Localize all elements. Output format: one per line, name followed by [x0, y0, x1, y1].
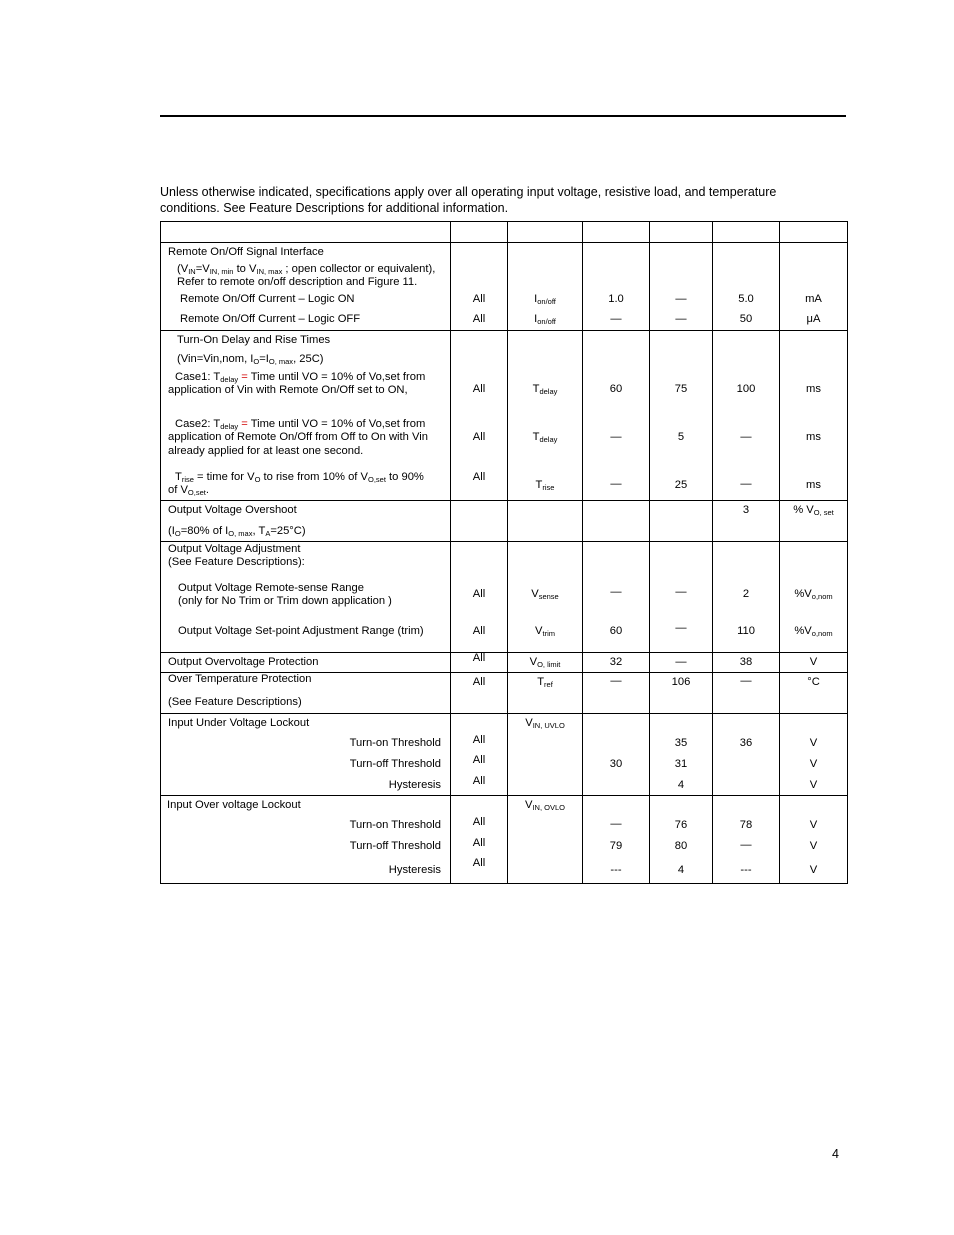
header-device [451, 222, 508, 243]
table-row-remote-onoff [161, 243, 848, 331]
uvlo-hyst-label: Hysteresis [388, 779, 441, 791]
uvlo-unit-cell [780, 714, 848, 796]
table-row-uvlo [161, 714, 848, 796]
turnon-rise-line1: $T_{rise}$ = time for $V_O$ to rise from 10% of $V_{O,set}$ to 90% [175, 471, 424, 484]
remote-on-unit: mA [805, 293, 822, 305]
remote-off-min-dash: — [610, 313, 622, 325]
remote-min-cell [583, 243, 650, 331]
turnon-case1-unit: ms [806, 383, 821, 395]
remote-typ-cell [650, 243, 713, 331]
adjust-sense-note: (only for No Trim or Trim down application ) [178, 595, 392, 607]
otp-unit-cell [780, 673, 848, 714]
turnon-case2-line2: application of Remote On/Off from Off to On with Vin [168, 431, 428, 443]
ovlo-hyst-label: Hysteresis [388, 864, 441, 876]
ovlo-on-device: All [472, 816, 486, 828]
ovlo-off-unit: V [809, 840, 818, 852]
turnon-case1-max: 100 [736, 383, 756, 395]
turnon-rise-max-dash: — [740, 478, 752, 490]
ovlo-on-unit: V [809, 819, 818, 831]
ovlo-hyst-device: All [472, 857, 486, 869]
table-row-overshoot [161, 501, 848, 542]
ovlo-parameter-cell [161, 796, 451, 884]
header-symbol [508, 222, 583, 243]
uvlo-min-cell [583, 714, 650, 796]
intro-text [160, 185, 850, 216]
ovp-unit: V [809, 656, 818, 668]
table-header-row [161, 222, 848, 243]
header-unit [780, 222, 848, 243]
ovlo-hyst-typ: 4 [677, 864, 685, 876]
turnon-case2-line1: Case2: $T_{delay}$ = Time until VO = 10% of Vo,set from [175, 418, 426, 431]
uvlo-on-label: Turn-on Threshold [349, 737, 441, 749]
remote-off-unit: μA [806, 313, 821, 325]
adjust-sense-device: All [472, 588, 486, 600]
turnon-case2-max-dash: — [740, 431, 752, 443]
ovlo-off-device: All [472, 837, 486, 849]
remote-max-cell [713, 243, 780, 331]
turnon-case2-line3: already applied for at least one second. [168, 445, 364, 457]
uvlo-typ-cell [650, 714, 713, 796]
turnon-rise-typ: 25 [674, 479, 688, 491]
otp-min-cell [583, 673, 650, 714]
adjust-trim-unit: $\%V_{o,nom}$ [794, 625, 833, 638]
remote-on-symbol: $I_{on/off}$ [534, 293, 556, 306]
overshoot-max: 3 [742, 504, 750, 516]
otp-device-cell [451, 673, 508, 714]
turnon-case2-device: All [472, 431, 486, 443]
adjust-sense-max: 2 [742, 588, 750, 600]
remote-on-max: 5.0 [738, 293, 754, 305]
ovp-max-cell [713, 653, 780, 673]
turnon-case2-min-dash: — [610, 431, 622, 443]
remote-unit-cell [780, 243, 848, 331]
turnon-case1-min: 60 [609, 383, 623, 395]
ovlo-title: Input Over voltage Lockout [167, 799, 301, 811]
turnon-case1-typ: 75 [674, 383, 688, 395]
turnon-min-cell [583, 331, 650, 501]
turnon-device-cell [451, 331, 508, 501]
ovp-max: 38 [739, 656, 753, 668]
turnon-typ-cell [650, 331, 713, 501]
ovlo-max-cell [713, 796, 780, 884]
adjust-parameter-cell [161, 542, 451, 653]
header-parameter [161, 222, 451, 243]
ovlo-on-max: 78 [739, 819, 753, 831]
ovlo-off-label: Turn-off Threshold [349, 840, 441, 852]
intro-line-2: conditions. See Feature Descriptions for additional information. [160, 200, 509, 215]
adjust-title: Output Voltage Adjustment [168, 543, 301, 555]
adjust-trim-min: 60 [609, 625, 623, 637]
remote-title: Remote On/Off Signal Interface [168, 246, 324, 258]
ovp-typ-cell [650, 653, 713, 673]
uvlo-max-cell [713, 714, 780, 796]
turnon-rise-unit: ms [806, 479, 821, 491]
otp-min-dash: — [610, 675, 622, 687]
turnon-case2-symbol: $T_{delay}$ [532, 431, 558, 444]
adjust-trim-typ-dash: — [675, 622, 687, 634]
page-number: 4 [832, 1147, 839, 1161]
remote-symbol-cell [508, 243, 583, 331]
ovp-parameter-cell [161, 653, 451, 673]
table-row-ovlo [161, 796, 848, 884]
turnon-case1-line1: Case1: $T_{delay}$ = Time until VO = 10% of Vo,set from [175, 371, 426, 384]
uvlo-on-max: 36 [739, 737, 753, 749]
adjust-trim-label: Output Voltage Set-point Adjustment Range (trim) [178, 625, 424, 637]
turnon-rise-symbol: $T_{rise}$ [535, 479, 555, 492]
ovlo-on-label: Turn-on Threshold [349, 819, 441, 831]
overshoot-max-cell [713, 501, 780, 542]
remote-off-typ-dash: — [675, 313, 687, 325]
turnon-max-cell [713, 331, 780, 501]
otp-subtitle: (See Feature Descriptions) [168, 696, 302, 708]
adjust-trim-max: 110 [737, 625, 755, 637]
uvlo-parameter-cell [161, 714, 451, 796]
turnon-rise-min-dash: — [610, 478, 622, 490]
ovp-device: All [472, 652, 486, 664]
ovlo-hyst-unit: V [809, 864, 818, 876]
remote-device-cell [451, 243, 508, 331]
remote-on-min: 1.0 [608, 293, 624, 305]
adjust-sense-unit: $\%V_{o,nom}$ [794, 588, 833, 601]
ovlo-on-min-dash: — [610, 818, 622, 830]
ovlo-device-cell [451, 796, 508, 884]
header-typ [650, 222, 713, 243]
ovp-typ-dash: — [675, 656, 687, 668]
overshoot-parameter-cell [161, 501, 451, 542]
uvlo-on-unit: V [809, 737, 818, 749]
turnon-rise-device: All [472, 471, 486, 483]
ovlo-symbol: $V_{IN, OVLO}$ [525, 799, 565, 812]
uvlo-on-typ: 35 [674, 737, 688, 749]
ovlo-off-min: 79 [609, 840, 623, 852]
ovp-min: 32 [609, 656, 623, 668]
uvlo-off-device: All [472, 754, 486, 766]
otp-title: Over Temperature Protection [168, 673, 312, 685]
ovlo-symbol-cell [508, 796, 583, 884]
adjust-sense-min-dash: — [610, 586, 622, 598]
ovp-symbol-cell [508, 653, 583, 673]
ovp-device-cell [451, 653, 508, 673]
ovlo-unit-cell [780, 796, 848, 884]
otp-symbol-cell [508, 673, 583, 714]
remote-off-max: 50 [739, 313, 753, 325]
otp-parameter-cell [161, 673, 451, 714]
uvlo-symbol-cell [508, 714, 583, 796]
turnon-case1-line2: application of Vin with Remote On/Off set to ON, [168, 384, 408, 396]
turnon-case1-symbol: $T_{delay}$ [532, 383, 558, 396]
adjust-sense-symbol: $V_{sense}$ [531, 588, 559, 601]
ovp-min-cell [583, 653, 650, 673]
uvlo-on-device: All [472, 734, 486, 746]
overshoot-unit-cell [780, 501, 848, 542]
otp-device: All [472, 676, 486, 688]
overshoot-unit: % $V_{O, set}$ [793, 504, 834, 517]
turnon-case2-typ: 5 [677, 431, 685, 443]
turnon-condition: (Vin=Vin,nom, $I_O=I_{O, max}$, 25C) [177, 353, 324, 366]
uvlo-off-typ: 31 [674, 758, 688, 770]
overshoot-title: Output Voltage Overshoot [168, 504, 297, 516]
adjust-subtitle: (See Feature Descriptions): [168, 556, 305, 568]
table-row-turn-on-delay [161, 331, 848, 501]
remote-parameter-cell [161, 243, 451, 331]
overshoot-min-cell [583, 501, 650, 542]
ovlo-hyst-max: --- [740, 864, 752, 876]
ovlo-off-typ: 80 [674, 840, 688, 852]
remote-on-device: All [472, 293, 486, 305]
uvlo-off-unit: V [809, 758, 818, 770]
turnon-unit-cell [780, 331, 848, 501]
turnon-symbol-cell [508, 331, 583, 501]
ovp-title: Output Overvoltage Protection [168, 656, 319, 668]
remote-off-label: Remote On/Off Current – Logic OFF [180, 313, 361, 325]
adjust-trim-device: All [472, 625, 486, 637]
otp-symbol: $T_{ref}$ [537, 676, 553, 689]
ovlo-min-cell [583, 796, 650, 884]
otp-typ-cell [650, 673, 713, 714]
intro-line-1: Unless otherwise indicated, specifications apply over all operating input voltage, resistive load, and temperature [160, 185, 777, 199]
table-row-ovp [161, 653, 848, 673]
uvlo-hyst-device: All [472, 775, 486, 787]
overshoot-symbol-cell [508, 501, 583, 542]
header-max [713, 222, 780, 243]
turnon-title: Turn-On Delay and Rise Times [177, 334, 331, 346]
uvlo-min: 30 [609, 758, 623, 770]
otp-unit: °C [807, 676, 820, 688]
adjust-typ-cell [650, 542, 713, 653]
ovlo-off-max-dash: — [740, 839, 752, 851]
adjust-min-cell [583, 542, 650, 653]
table-row-voltage-adjustment [161, 542, 848, 653]
turnon-case2-unit: ms [806, 431, 821, 443]
remote-condition-2: Refer to remote on/off description and Figure 11. [177, 276, 418, 288]
otp-max-dash: — [740, 675, 752, 687]
ovlo-typ-cell [650, 796, 713, 884]
otp-typ: 106 [671, 676, 691, 688]
remote-on-label: Remote On/Off Current – Logic ON [180, 293, 355, 305]
overshoot-condition: ($I_O=80\%$ of $I_{O, max}$, $T_A=25^\circ C$) [168, 525, 306, 538]
adjust-sense-label: Output Voltage Remote-sense Range [178, 582, 364, 594]
adjust-trim-symbol: $V_{trim}$ [535, 625, 555, 638]
adjust-max-cell [713, 542, 780, 653]
remote-off-symbol: $I_{on/off}$ [534, 313, 556, 326]
remote-on-typ-dash: — [675, 293, 687, 305]
remote-condition: ($V_{IN}=V_{IN, min}$ to $V_{IN, max}$ ; open collector or equivalent), [177, 263, 436, 276]
adjust-symbol-cell [508, 542, 583, 653]
ovlo-on-typ: 76 [674, 819, 688, 831]
header-rule [160, 115, 846, 117]
uvlo-hyst-typ: 4 [677, 779, 685, 791]
ovp-symbol: $V_{O, limit}$ [529, 656, 561, 669]
uvlo-device-cell [451, 714, 508, 796]
ovlo-hyst-min: --- [610, 864, 622, 876]
uvlo-title: Input Under Voltage Lockout [168, 717, 310, 729]
overshoot-device-cell [451, 501, 508, 542]
uvlo-symbol: $V_{IN, UVLO}$ [525, 717, 565, 730]
adjust-unit-cell [780, 542, 848, 653]
uvlo-off-label: Turn-off Threshold [349, 758, 441, 770]
uvlo-hyst-unit: V [809, 779, 818, 791]
otp-max-cell [713, 673, 780, 714]
remote-off-device: All [472, 313, 486, 325]
header-min [583, 222, 650, 243]
table-row-otp [161, 673, 848, 714]
turnon-rise-line2: of $V_{O,set}$. [168, 484, 209, 497]
turnon-parameter-cell [161, 331, 451, 501]
turnon-case1-device: All [472, 383, 486, 395]
overshoot-typ-cell [650, 501, 713, 542]
adjust-sense-typ-dash: — [675, 586, 687, 598]
spec-table [160, 221, 848, 884]
ovp-unit-cell [780, 653, 848, 673]
adjust-device-cell [451, 542, 508, 653]
